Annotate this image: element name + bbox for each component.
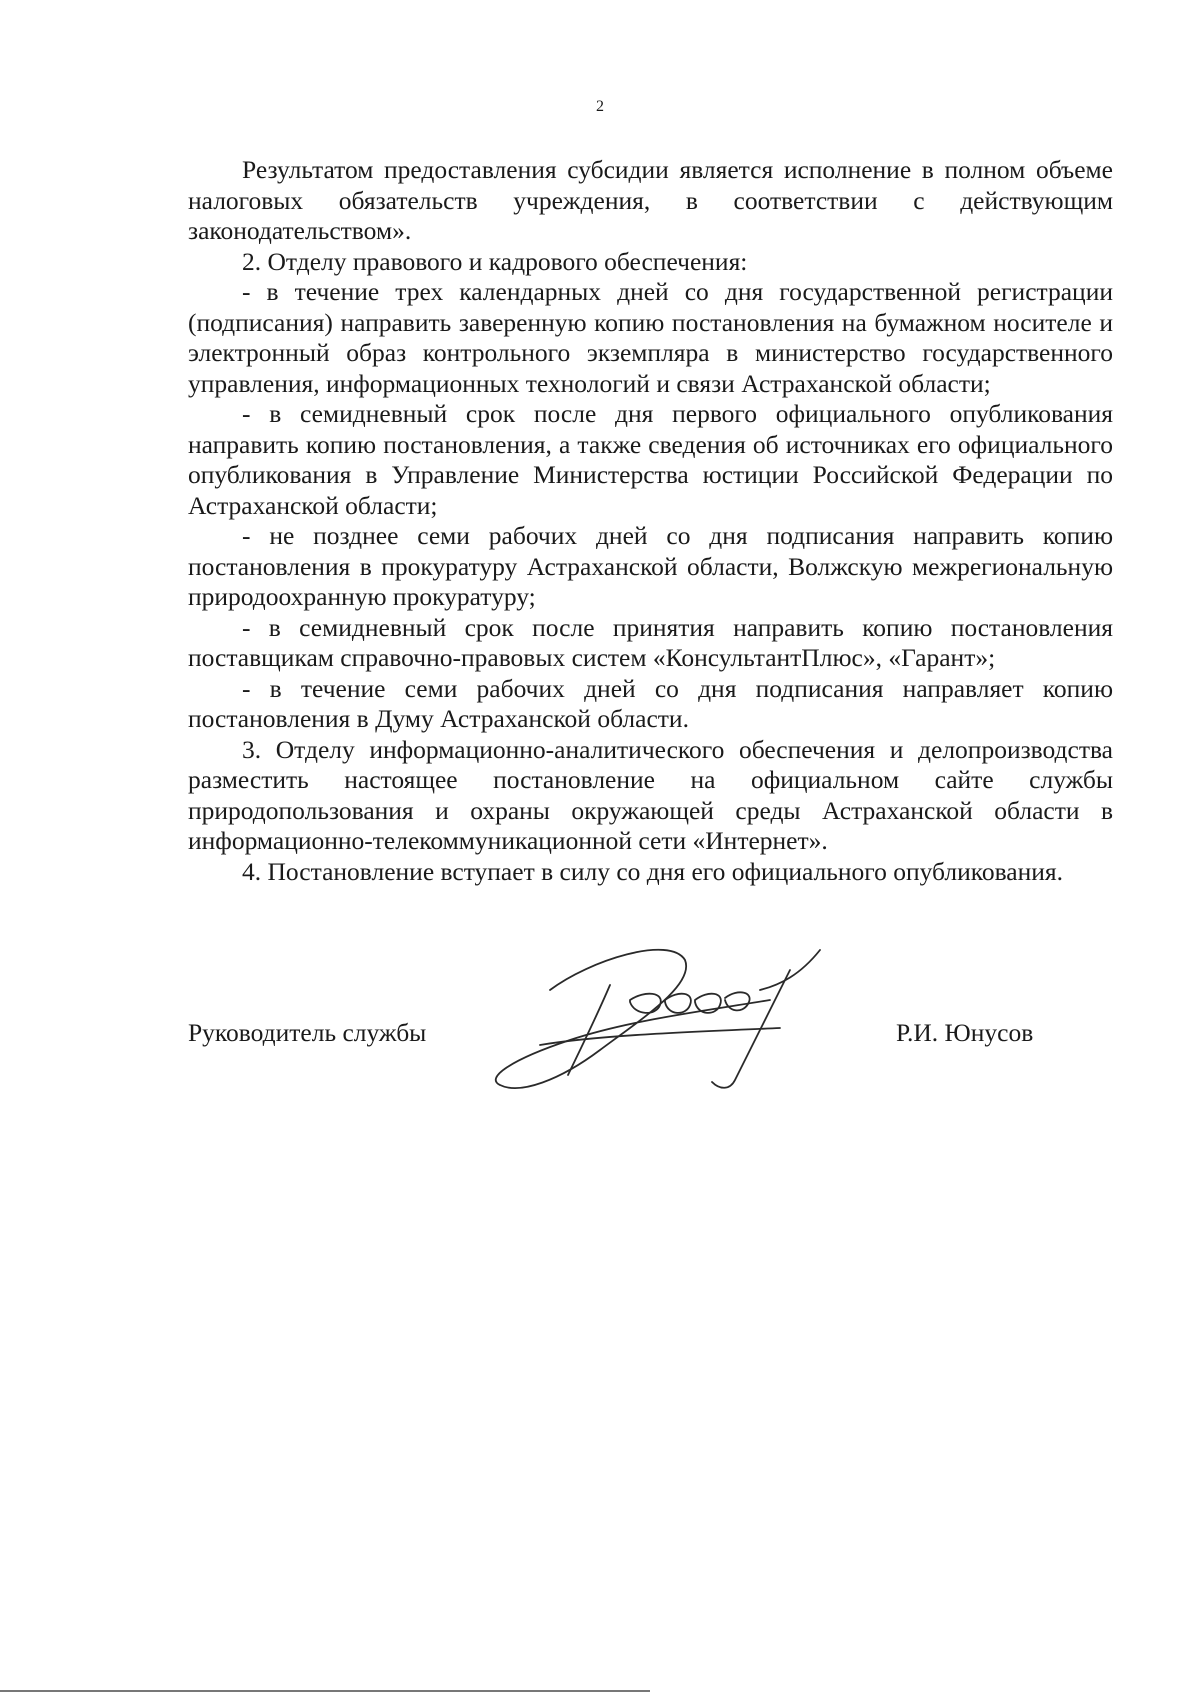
- paragraph-item-3: 3. Отделу информационно-аналитического обеспечения и делопроизводства разместить настоящее постановление на официальном сайте службы природопользования и охраны окружающей среды Астраханской области в информационно-телекоммуникационной сети «Интернет».: [188, 734, 1113, 855]
- paragraph-subitem-duma: - в течение семи рабочих дней со дня подписания направляет копию постановления в Думу Астраханской области.: [188, 673, 1113, 733]
- paragraph-subitem-legal-systems: - в семидневный срок после принятия направить копию постановления поставщикам справочно-правовых систем «КонсультантПлюс», «Гарант»;: [188, 612, 1113, 672]
- signatory-title: Руководитель службы: [188, 1018, 427, 1047]
- paragraph-subitem-justice: - в семидневный срок после дня первого официального опубликования направить копию постановления, а также сведения об источниках его официального опубликования в Управление Министерства юстиции Российской Федерации по Астраханской области;: [188, 399, 1113, 520]
- handwritten-signature: [480, 940, 840, 1105]
- page-number: 2: [596, 98, 604, 115]
- paragraph-item-2: 2. Отделу правового и кадрового обеспечения:: [242, 246, 748, 276]
- document-body: [188, 155, 1113, 887]
- paragraph-subitem-registration: - в течение трех календарных дней со дня государственной регистрации (подписания) направить заверенную копию постановления на бумажном носителе и электронный образ контрольного экземпляра в министерство государственного управления, информационных технологий и связи Астраханской области;: [188, 277, 1113, 398]
- paragraph-item-4: 4. Постановление вступает в силу со дня его официального опубликования.: [242, 856, 1063, 886]
- signatory-name: Р.И. Юнусов: [896, 1018, 1034, 1047]
- paragraph-subitem-prosecutor: - не позднее семи рабочих дней со дня подписания направить копию постановления в прокуратуру Астраханской области, Волжскую межрегиональную природоохранную прокуратуру;: [188, 521, 1113, 611]
- paragraph-result: Результатом предоставления субсидии является исполнение в полном объеме налоговых обязательств учреждения, в соответствии с действующим законодательством».: [188, 155, 1113, 245]
- bottom-border-line: [0, 1690, 650, 1692]
